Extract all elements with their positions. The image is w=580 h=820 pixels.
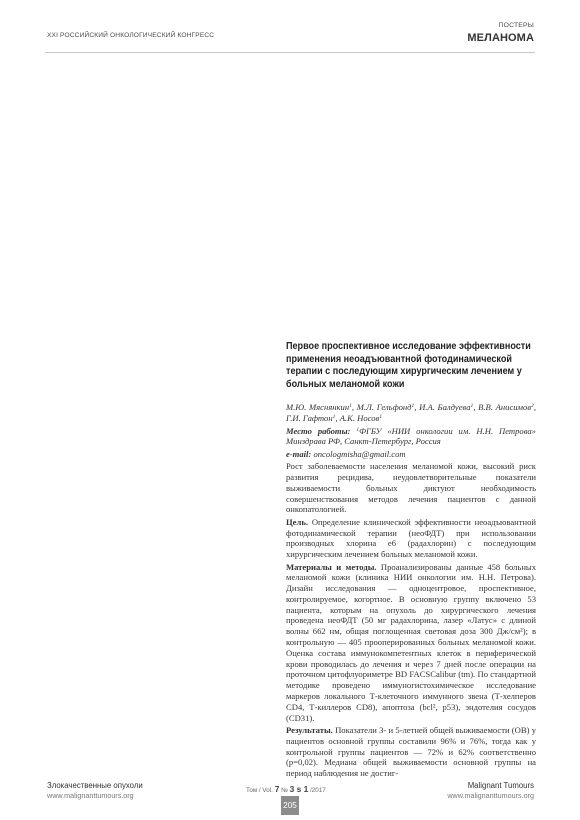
author-affiliation-mark: 1: [349, 403, 352, 410]
email-label: e-mail:: [286, 448, 312, 459]
email-address: oncologmisha@gmail.com: [313, 448, 406, 459]
header-divider: [45, 52, 535, 53]
methods-paragraph: [286, 562, 536, 724]
volume-number: 7: [274, 784, 280, 794]
issue-info: [246, 784, 326, 794]
author-affiliation-mark: 2: [531, 403, 534, 410]
issue-number: 3 s 1: [289, 784, 309, 794]
issue-label: №: [281, 787, 288, 794]
congress-name: XXI РОССИЙСКИЙ ОНКОЛОГИЧЕСКИЙ КОНГРЕСС: [47, 32, 215, 39]
journal-url-right: www.malignanttumours.org: [447, 791, 534, 800]
author-name: В.В. Анисимов: [478, 402, 532, 413]
issue-year: /2017: [310, 787, 326, 794]
intro-paragraph: Рост заболеваемости населения меланомой кожи, высокий риск развития рецидива, неудовлетворительные показатели выживаемости больных диктуют необходимость совершенствования методов лечения пациентов с данной онкопатологией.: [286, 461, 536, 515]
methods-text: Проанализированы данные 458 больных меланомой кожи (клиника НИИ онкологии им. Н.Н. Петрова). Дизайн исследования — одноцентровое, проспективное, контролируемое, когортное. В основную группу включено 53 пациента, которым на опухоль до хирургического лечения проведена неоФДТ (50 мг радахлорина, лазер «Латус» с длиной волны 662 нм, общая поглощенная световая доза 300 Дж/см²); в контрольную — 405 прооперированных больных меланомой кожи. Оценка состава иммунокомпетентных клеток в периферической крови проводилась до лечения и через 7 дней после операции на проточном цитофлуориметре BD FACSCalibur (tm). По стандартной методике проведено иммуногистохимическое исследование маркеров локального Т-клеточного иммунного звена (Т-хелперов CD4, Т-киллеров CD8), апоптоза (bcl², p53), эндотелия сосудов (CD31).: [286, 561, 536, 723]
results-paragraph: [286, 725, 536, 779]
goal-text: Определение клинической эффективности неоадъювантной фотодинамической терапии (неоФДТ) при использовании производных хлорина е6 (радахлорин) с последующим хирургическим лечением больных меланомой кожи.: [286, 516, 536, 560]
author-name: Г.И. Гафтон: [286, 413, 333, 424]
section-header: [467, 22, 534, 44]
article-column: [286, 341, 536, 781]
affiliation: [286, 426, 536, 448]
author-affiliation-mark: 1: [379, 414, 383, 421]
page-number: 205: [281, 796, 299, 815]
results-text: Показатели 3- и 5-летней общей выживаемости (ОВ) у пациентов основной группы составили 96% и 76%, тогда как у контрольной группы пациентов — 72% и 62% соответственно (p=0,02). Медиана общей выживаемости основной группы на период наблюдения не достиг-: [286, 725, 536, 779]
footer-right: [447, 781, 534, 800]
subsection-label: МЕЛАНОМА: [467, 32, 534, 44]
author-separator: ,: [351, 402, 357, 413]
author-name: М.Л. Гельфонд: [356, 402, 412, 413]
section-label: ПОСТЕРЫ: [498, 22, 534, 29]
volume-label: Том / Vol.: [246, 787, 273, 794]
author-name: И.А. Балдуева: [419, 402, 471, 413]
author-name: А.К. Носов: [339, 413, 380, 424]
goal-paragraph: [286, 517, 536, 560]
author-separator: ,: [414, 402, 420, 413]
methods-label: Материалы и методы.: [286, 561, 377, 572]
journal-url-left: www.malignanttumours.org: [47, 791, 134, 800]
journal-name-en: Malignant Tumours: [467, 781, 534, 790]
author-separator: ,: [473, 402, 479, 413]
author-affiliation-mark: 1: [332, 414, 336, 421]
affiliation-mark: 1: [356, 426, 360, 433]
author-affiliation-mark: 1: [411, 403, 415, 410]
journal-name-ru: Злокачественные опухоли: [47, 781, 143, 790]
author-separator: ,: [533, 402, 537, 413]
footer-left: [47, 781, 143, 800]
goal-label: Цель.: [286, 516, 309, 527]
affiliation-text: ФГБУ «НИИ онкологии им. Н.Н. Петрова» Минздрава РФ, Санкт-Петербург, Россия: [286, 425, 536, 447]
author-separator: ,: [335, 413, 340, 424]
author-list: [286, 402, 536, 424]
author-name: М.Ю. Мяснянкин: [286, 402, 350, 413]
author-affiliation-mark: 1: [470, 403, 474, 410]
results-label: Результаты.: [286, 725, 333, 736]
article-body: [286, 402, 536, 779]
contact-email: [286, 449, 536, 460]
affiliation-label: Место работы:: [286, 425, 351, 436]
article-title: Первое проспективное исследование эффективности применения неоадъювантной фотодинамической терапии с последующим хирургическим лечением у больных меланомой кожи: [286, 341, 531, 390]
